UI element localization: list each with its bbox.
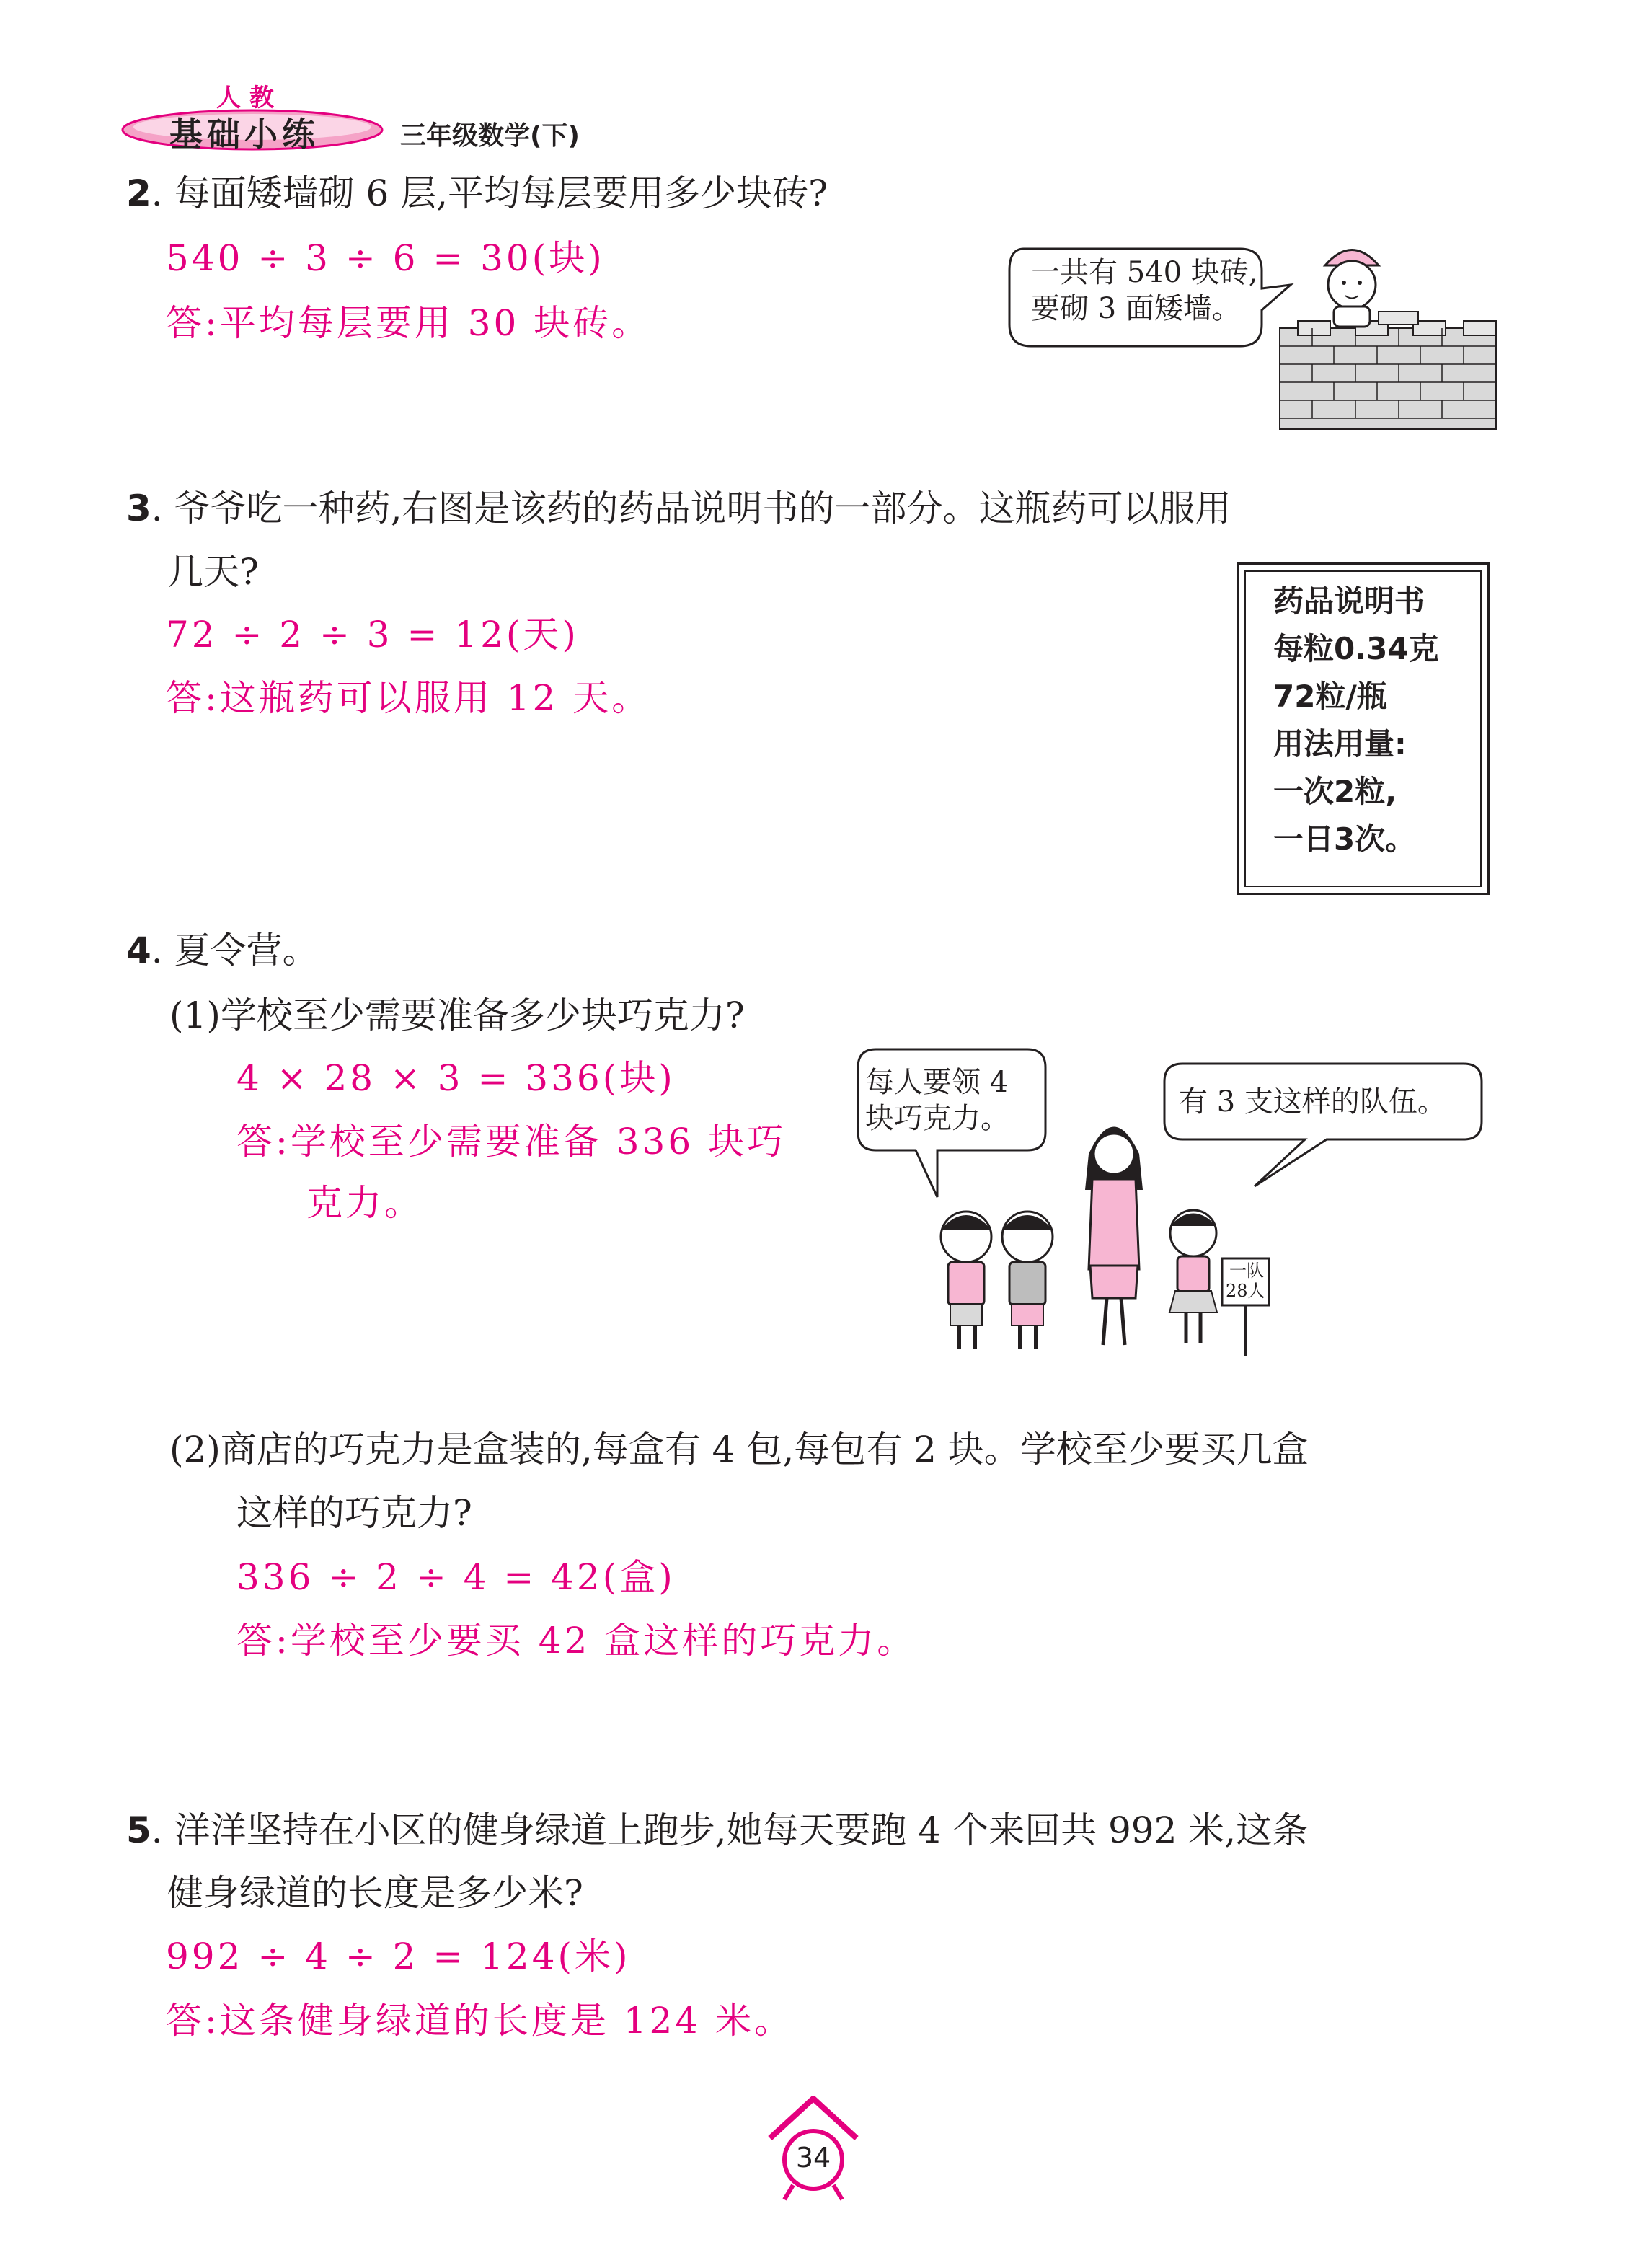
label-title: 药品说明书 bbox=[1273, 583, 1425, 619]
answer-text: 答:这瓶药可以服用 12 天。 bbox=[166, 677, 651, 719]
label-line: 每粒0.34克 bbox=[1273, 631, 1439, 666]
publisher-label: 人 教 bbox=[216, 84, 274, 112]
answer-text: 答:这条健身绿道的长度是 124 米。 bbox=[166, 2000, 794, 2042]
left-bubble-line-2: 块巧克力。 bbox=[865, 1102, 1009, 1135]
page-number: 34 bbox=[795, 2142, 831, 2174]
part-2-solution: 336 ÷ 2 ÷ 4 = 42(盒) bbox=[236, 1556, 676, 1598]
answer-text: 答:平均每层要用 30 块砖。 bbox=[166, 302, 651, 344]
series-title: 基础小练 bbox=[169, 115, 319, 154]
right-bubble-text: 有 3 支这样的队伍。 bbox=[1179, 1085, 1446, 1118]
subject-title: 三年级数学(下) bbox=[400, 121, 580, 151]
solution-equation: 992 ÷ 4 ÷ 2 = 124(米) bbox=[166, 1936, 631, 1977]
solution-equation: 540 ÷ 3 ÷ 6 = 30(块) bbox=[166, 237, 605, 279]
team-sign-line-1: 一队 bbox=[1229, 1261, 1264, 1281]
part-1-answer: 答:学校至少需要准备 336 块巧 bbox=[236, 1121, 787, 1162]
part-1-answer-continued: 克力。 bbox=[306, 1182, 423, 1224]
part-1-solution: 4 × 28 × 3 = 336(块) bbox=[236, 1057, 676, 1099]
part-2-answer: 答:学校至少要买 42 盒这样的巧克力。 bbox=[236, 1620, 916, 1662]
speech-bubble-line-1: 一共有 540 块砖, bbox=[1031, 256, 1258, 289]
question-prompt: . 夏令营。 bbox=[151, 930, 319, 971]
question-number: 5 bbox=[126, 1809, 151, 1851]
speech-bubble-line-2: 要砌 3 面矮墙。 bbox=[1031, 292, 1241, 325]
question-number: 3 bbox=[126, 487, 151, 529]
question-prompt: . 爷爷吃一种药,右图是该药的药品说明书的一部分。这瓶药可以服用 bbox=[151, 487, 1231, 529]
question-prompt: . 洋洋坚持在小区的健身绿道上跑步,她每天要跑 4 个来回共 992 米,这条 bbox=[151, 1809, 1309, 1851]
label-line: 用法用量: bbox=[1273, 726, 1407, 762]
question-number: 4 bbox=[126, 930, 151, 971]
solution-equation: 72 ÷ 2 ÷ 3 = 12(天) bbox=[166, 614, 579, 656]
label-line: 一次2粒, bbox=[1273, 774, 1397, 809]
question-number: 2 bbox=[126, 172, 151, 214]
part-1-prompt: (1)学校至少需要准备多少块巧克力? bbox=[169, 994, 745, 1036]
label-line: 72粒/瓶 bbox=[1273, 679, 1387, 714]
left-bubble-line-1: 每人要领 4 bbox=[865, 1066, 1009, 1099]
question-text-continued: 几天? bbox=[167, 551, 259, 593]
question-prompt: . 每面矮墙砌 6 层,平均每层要用多少块砖? bbox=[151, 172, 828, 214]
label-line: 一日3次。 bbox=[1273, 821, 1416, 857]
team-sign-line-2: 28人 bbox=[1226, 1281, 1265, 1301]
question-text-continued: 健身绿道的长度是多少米? bbox=[167, 1872, 583, 1914]
part-2-prompt-continued: 这样的巧克力? bbox=[236, 1492, 472, 1534]
part-2-prompt: (2)商店的巧克力是盒装的,每盒有 4 包,每包有 2 块。学校至少要买几盒 bbox=[169, 1429, 1309, 1470]
